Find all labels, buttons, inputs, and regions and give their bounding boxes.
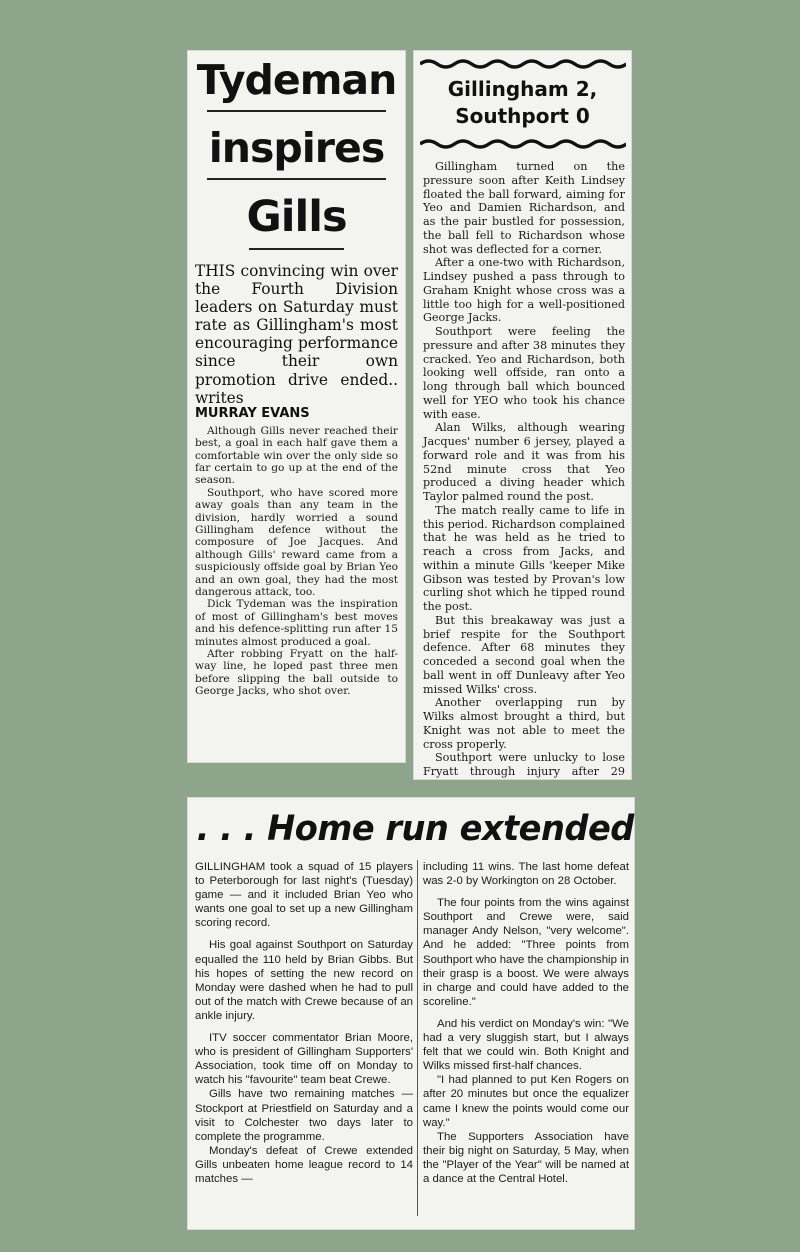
article-body [187,425,406,698]
paragraph: Although Gills never reached their best, a goal in each half gave them a comfortable win over the only side so far certain to go up at the end of the season. [195,424,398,487]
headline-line-1: Tydeman [196,56,397,104]
paragraph: His goal against Southport on Saturday equalled the 110 held by Brian Gibbs. But his hopes of setting the new record on Monday were dashed when he had to pull out of the match with Crewe because of an ankle injury. [195,939,413,1022]
paragraph: The Supporters Association have their big night on Saturday, 5 May, when the "Player of the Year" will be named at a dance at the Central Hotel. [423,1130,629,1185]
lead-paragraph: THIS convincing win over the Fourth Division leaders on Saturday must rate as Gillingham's most encouraging performance since their own promotion drive ended.. writes [195,262,398,407]
paragraph: Monday's defeat of Crewe extended Gills unbeaten home league record to 14 matches — [195,1144,413,1185]
headline-rule-1 [207,110,386,112]
paragraph: Alan Wilks, although wearing Jacques' number 6 jersey, played a forward role and it was from his 52nd minute cross that Yeo produced a diving header which Taylor palmed round the post. [423,421,625,503]
headline-line-2: inspires [208,124,385,172]
byline: MURRAY EVANS [195,405,310,421]
paragraph: Dick Tydeman was the inspiration of most of Gillingham's best moves and his defence-splitting run after 15 minutes almost produced a goal. [195,598,398,648]
paragraph: But this breakaway was just a brief respite for the Southport defence. After 68 minutes they conceded a second goal when the ball went in off Dunleavy after Yeo missed Wilks' cross. [423,613,625,696]
wavy-rule-bottom [420,138,626,150]
paragraph: The match really came to life in this period. Richardson complained that he was held as he tried to reach a cross from Jacks, and within a minute Gills 'keeper Mike Gibson was tested by Provan's low curling shot which he tipped round the post. [423,503,625,613]
column-left [195,860,413,1186]
paragraph: Southport were unlucky to lose Fryatt through injury after 29 [423,751,625,778]
paragraph: "I had planned to put Ken Rogers on after 20 minutes but once the equalizer came I knew the points would come our way." [423,1074,629,1129]
column-right [423,860,629,1186]
clipping-tydeman-inspires-gills [187,50,406,763]
headline-line-2: Southport 0 [455,104,590,128]
paragraph: Gillingham turned on the pressure soon after Keith Lindsey floated the ball forward, aiming for Yeo and Damien Richardson, and as the pair bustled for possession, the ball fell to Richardson whose shot was deflected for a corner. [423,160,625,256]
paragraph: including 11 wins. The last home defeat was 2-0 by Workington on 28 October. [423,861,629,888]
article-body [413,160,632,780]
paragraph: ITV soccer commentator Brian Moore, who is president of Gillingham Supporters' Association, took time off on Monday to watch his "favourite" team beat Crewe. [195,1032,413,1087]
headline [413,76,632,130]
headline-line-1: Gillingham 2, [447,77,598,101]
article-columns [187,860,635,1230]
headline: . . . Home run extended [196,809,634,849]
paragraph: After a one-two with Richardson, Lindsey pushed a pass through to Graham Knight whose cross was a little too high for a well-positioned George Jacks. [423,256,625,325]
headline-rule-2 [207,178,386,180]
paragraph: Another overlapping run by Wilks almost brought a third, but Knight was not able to meet the cross properly. [423,696,625,751]
paragraph: After robbing Fryatt on the half-way line, he loped past three men before slipping the ball outside to George Jacks, who shot over. [195,648,398,698]
paragraph: Gills have two remaining matches — Stockport at Priestfield on Saturday and a visit to Colchester two days later to complete the programme. [195,1088,413,1143]
clipping-match-report [413,50,632,780]
clipping-home-run-extended [187,797,635,1230]
headline-line-3: Gills [246,192,347,242]
wavy-rule-top [420,58,626,70]
paragraph: The four points from the wins against Southport and Crewe were, said manager Andy Nelson, "very welcome". And he added: "Three points from Southport who have the championship in their grasp is a boost. We were always in charge and could have added to the scoreline." [423,897,629,1008]
column-divider [417,860,418,1216]
headline-rule-3 [249,248,344,250]
paragraph: Southport were feeling the pressure and after 38 minutes they cracked. Yeo and Richardson, both looking well offside, ran onto a long through ball which bounced well for YEO who took his chance with ease. [423,325,625,421]
paragraph: Southport, who have scored more away goals than any team in the division, hardly worried a sound Gillingham defence without the composure of Joe Jacques. And although Gills' reward came from a suspiciously offside goal by Brian Yeo and an own goal, they had the most dangerous attack, too. [195,486,398,599]
paragraph: And his verdict on Monday's win: "We had a very sluggish start, but I always felt that we could win. Both Knight and Wilks missed first-half chances. [423,1017,629,1073]
paragraph: GILLINGHAM took a squad of 15 players to Peterborough for last night's (Tuesday) game — and it included Brian Yeo who wants one goal to set up a new Gillingham scoring record. [195,861,413,930]
